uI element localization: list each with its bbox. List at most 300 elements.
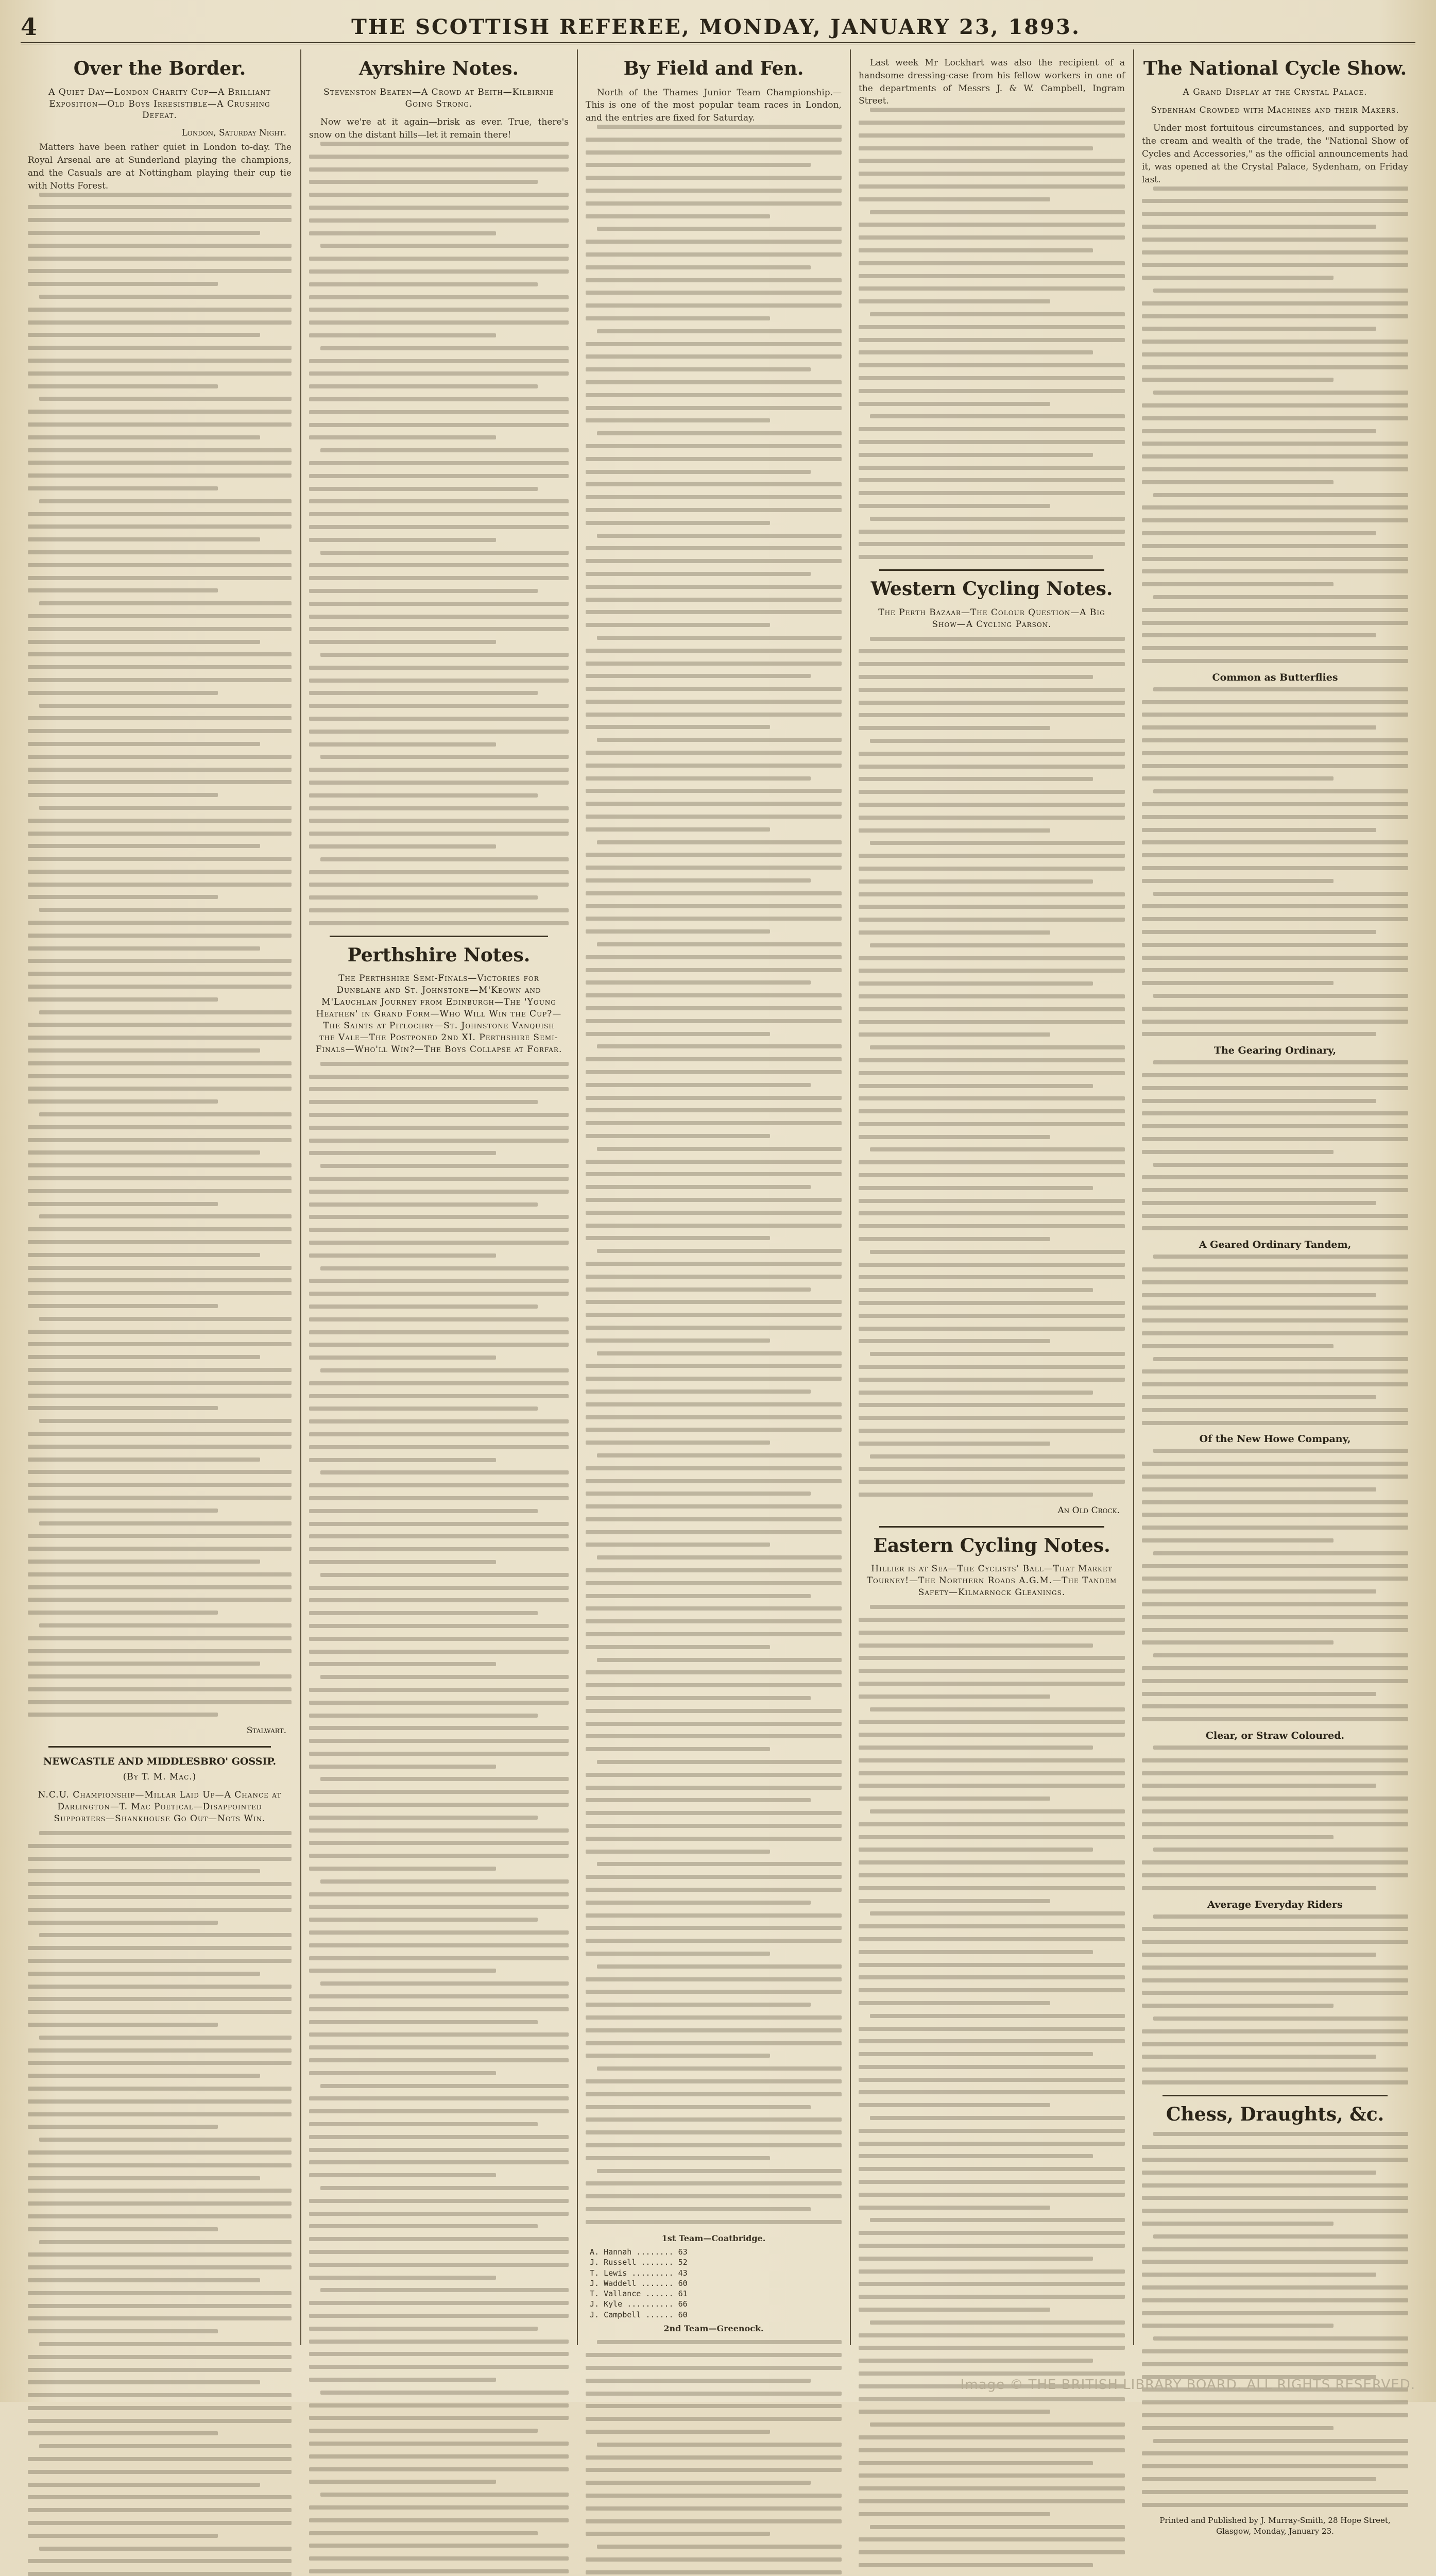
text-line [28,448,292,452]
text-line [309,282,538,286]
article-body [1142,687,1408,1037]
text-line [309,2544,569,2548]
text-line [309,1930,569,1935]
text-line [320,1573,569,1577]
text-line [859,994,1125,998]
text-line [39,2444,292,2448]
text-line [859,286,1125,291]
text-line [859,1682,1125,1686]
text-line [586,418,770,422]
text-line [586,700,842,704]
text-line [28,2150,292,2155]
text-line [859,248,1093,252]
text-line [1142,1175,1408,1179]
text-line [859,930,1050,935]
article-body [1142,1914,1408,2084]
text-line [28,1074,292,1078]
text-line [309,1330,569,1334]
text-line [28,768,292,772]
text-line [1142,1086,1408,1090]
text-line [39,2240,292,2244]
text-line [309,538,496,542]
text-line [28,435,260,439]
text-line [1142,713,1408,717]
text-line [1142,2029,1408,2033]
text-line [1142,646,1408,650]
text-line [309,1304,538,1309]
text-line [1142,917,1408,921]
text-line [859,2473,1125,2478]
text-line [859,2167,1125,2171]
text-line [28,1908,292,1912]
text-line [859,1122,1125,1126]
text-line [586,1952,770,1956]
text-line [1142,2311,1408,2315]
text-line [586,380,842,384]
text-line [309,1739,569,1743]
text-line [309,1650,569,1654]
text-line [320,857,569,861]
text-line [586,1504,842,1509]
text-line [39,193,292,197]
text-line [309,2212,569,2216]
text-line [1142,1188,1408,1192]
text-line [28,1061,292,1065]
text-line [309,206,569,210]
text-line [309,793,538,798]
text-line [28,1266,292,1270]
article-intro: Last week Mr Lockhart was also the recipient of a handsome dressing-case from his fellow workers in one of the departments of Messrs J. & W. Campbell, Ingram Street. [859,57,1125,108]
text-line [859,1173,1125,1177]
text-line [28,1381,292,1385]
article-body [28,193,292,1717]
text-line [320,1675,569,1679]
text-line [28,1882,292,1886]
text-line [859,854,1125,858]
text-line [859,2142,1125,2146]
text-line [1142,1564,1408,1568]
text-line [1153,1357,1408,1361]
text-line [1142,352,1408,357]
text-line [586,1568,842,1572]
text-line [870,1454,1125,1459]
text-line [28,410,292,414]
text-line [309,218,569,223]
text-line [28,1611,218,1615]
text-line [309,2109,569,2113]
article-body [586,125,842,2224]
text-line [859,1988,1125,1992]
text-line [586,1275,842,1279]
text-line [309,602,569,606]
text-line [28,1240,292,1244]
text-line [309,895,538,900]
text-line [320,2391,569,2395]
text-line [28,832,292,836]
text-line [28,1253,260,1257]
text-line [39,1317,292,1321]
result-row: T. Lewis ......... 43 [590,2268,837,2278]
text-line [586,1096,842,1100]
text-line [586,1913,842,1918]
text-line [859,2103,1050,2107]
text-line [28,2572,292,2576]
text-line [859,1733,1125,1737]
text-line [1142,1991,1408,1995]
text-line [859,675,1093,679]
text-line [309,1841,569,1845]
text-line [309,1343,569,1347]
text-line [1142,2413,1408,2417]
text-line [859,1109,1125,1113]
text-line [859,440,1125,444]
text-line [28,231,260,235]
text-line [859,1899,1050,1903]
text-line [1142,569,1408,573]
text-line [859,892,1125,896]
text-line [586,1696,811,1700]
text-line [597,1658,842,1662]
text-line [586,1134,770,1138]
text-line [859,1950,1093,1954]
text-line [859,2448,1125,2452]
text-line [320,244,569,248]
text-line [309,819,569,823]
text-line [28,1713,218,1717]
text-line [28,2457,292,2461]
text-line [859,1339,1050,1343]
text-line [309,512,569,516]
text-line [1142,2183,1408,2188]
text-line [1142,1500,1408,1504]
text-line [39,1112,292,1116]
text-line [28,320,292,325]
text-line [859,2435,1125,2439]
text-line [859,2512,1050,2516]
text-line [586,1492,811,1496]
text-line [28,2368,292,2372]
text-line [320,142,569,146]
text-line [859,1480,1125,1484]
text-line [39,499,292,503]
text-line [1142,1771,1408,1775]
text-line [586,1160,842,1164]
text-line [28,1598,292,1602]
text-line [28,550,292,554]
text-line [859,121,1125,125]
text-line [859,1211,1125,1215]
column-ayrshire-notes [302,52,576,2340]
text-line [859,688,1125,692]
text-line [1142,956,1408,960]
text-line [859,1096,1125,1100]
text-line [1142,840,1408,844]
text-line [28,1176,292,1180]
text-line [1142,1150,1334,1154]
text-line [597,942,842,946]
text-line [309,2314,569,2318]
text-line [309,1113,569,1117]
text-line [309,525,569,529]
text-line [309,320,569,325]
text-line [586,189,842,193]
text-line [859,2397,1125,2401]
text-line [859,1237,1050,1241]
text-line [586,764,842,768]
text-line [859,402,1050,406]
text-line [597,1453,842,1458]
text-line [586,1224,842,1228]
text-line [28,1432,292,1436]
text-line [309,844,496,849]
text-line [859,1784,1125,1788]
text-line [309,1445,569,1449]
text-line [586,2430,770,2434]
text-line [309,704,569,708]
text-line [859,1135,1050,1139]
text-line [320,551,569,555]
text-line [597,1555,842,1560]
text-line [28,1048,260,1053]
text-line [586,1926,842,1930]
text-line [309,1151,496,1155]
text-line [859,2154,1093,2158]
text-line [859,274,1125,278]
text-line [586,2054,770,2058]
section-rule [879,569,1104,571]
text-line [586,2404,842,2408]
text-line [28,2227,218,2231]
text-line [586,1850,770,1854]
text-line [28,1202,218,1206]
text-line [586,1121,842,1125]
text-line [859,1327,1125,1331]
text-line [597,1964,842,1969]
text-line [1142,1538,1334,1543]
text-line [309,487,538,491]
text-line [309,461,569,465]
text-line [586,2417,842,2421]
text-line [859,726,1050,730]
text-line [870,1352,1125,1356]
text-line [309,2237,569,2241]
text-line [597,1760,842,1764]
text-line [586,508,842,512]
text-line [1142,2055,1376,2059]
text-line [28,1330,292,1334]
text-line [309,1317,569,1321]
text-line [859,879,1093,884]
text-line [28,1278,292,1282]
text-line [586,2532,770,2536]
text-line [1153,2016,1408,2021]
text-line [1142,1369,1408,1374]
text-line [28,1099,218,1104]
text-line [309,1803,569,1807]
subhead: Average Everyday Riders [1142,1899,1408,1910]
text-line [309,2416,569,2420]
text-line [309,1279,569,1283]
text-line [859,530,1125,534]
text-line [320,2288,569,2292]
text-line [597,329,842,333]
text-line [586,662,842,666]
text-line [28,524,292,529]
text-line [320,346,569,350]
text-line [859,2180,1125,2184]
text-line [309,679,569,683]
text-line [859,466,1125,470]
text-line [309,2467,569,2471]
text-line [597,2169,842,2173]
text-line [309,2327,538,2331]
text-line [28,1547,292,1551]
text-line [28,2329,218,2333]
text-line [586,2519,842,2523]
signature: An Old Crock. [859,1505,1120,1516]
text-line [859,803,1125,807]
text-line [309,2378,496,2382]
text-line [870,2320,1125,2325]
text-line [309,499,569,503]
text-line [597,2443,842,2447]
text-line [39,1521,292,1526]
text-line [28,1662,260,1666]
article-intro: Under most fortuitous circumstances, and supported by the cream and wealth of the trade, the "National Show of Cycles and Accessories," as the official announcements had it, was opened at the Crystal Palace, Sydenham, on Friday last. [1142,122,1408,186]
text-line [859,790,1125,794]
text-line [1142,2349,1408,2353]
text-line [586,610,842,614]
text-line [870,1045,1125,1049]
text-line [309,1969,496,1973]
text-line [1142,1137,1408,1141]
text-line [586,1977,842,1981]
text-line [1142,2171,1376,2175]
text-line [28,691,218,695]
article-intro: Matters have been rather quiet in London to-day. The Royal Arsenal are at Sunderland playing the champions, and the Casuals are at Nottingham playing their cup tie with Notts Forest. [28,141,292,192]
text-line [28,2483,260,2487]
text-line [1142,621,1408,625]
text-line [39,295,292,299]
article-deck-2: Sydenham Crowded with Machines and their Makers. [1148,105,1402,116]
text-line [870,2422,1125,2427]
text-line [28,1844,292,1848]
text-line [586,546,842,550]
text-line [586,265,811,269]
text-line [1142,1513,1408,1517]
text-line [28,2406,292,2410]
text-line [28,2304,292,2308]
text-line [1142,1073,1408,1077]
text-line [28,308,292,312]
text-line [309,2531,538,2535]
text-line [586,482,842,486]
section-deck: N.C.U. Championship—Millar Laid Up—A Chance at Darlington—T. Mac Poetical—Disappointed Supporters—Shankhouse Go Out—Nots Win. [34,1789,285,1825]
text-line [309,1943,569,1947]
text-line [586,1530,842,1534]
text-line [859,1378,1125,1382]
text-line [309,2071,496,2075]
text-line [1142,1809,1408,1814]
text-line [1142,454,1408,459]
text-line [859,867,1125,871]
article-intro: North of the Thames Junior Team Championship.—This is one of the most popular team races in London, and the entries are fixed for Saturday. [586,87,842,125]
text-line [28,729,292,733]
text-line [309,666,569,670]
text-line [859,2039,1125,2043]
text-line [320,448,569,452]
text-line [1142,1704,1408,1708]
text-line [39,806,292,810]
text-line [859,2346,1125,2350]
text-line [1142,225,1376,229]
text-line [28,2278,260,2282]
text-line [859,1403,1125,1407]
text-line [28,2534,218,2538]
text-line [859,504,1050,508]
results-heading: 1st Team—Coatbridge. [590,2233,837,2244]
text-line [28,2163,292,2167]
text-line [309,2032,569,2037]
text-line [1142,1421,1408,1425]
text-line [28,1368,292,1372]
text-line [309,2518,569,2522]
text-line [1142,2247,1408,2251]
result-row: J. Russell ....... 52 [590,2257,837,2267]
text-line [28,934,292,938]
text-line [1142,2004,1334,2008]
text-line [1142,1344,1334,1348]
text-line [28,1674,292,1679]
text-line [1153,1551,1408,1555]
text-line [586,649,842,653]
text-line [586,2181,842,2185]
text-line [28,1138,292,1142]
text-line [870,841,1125,845]
text-line [1142,2464,1408,2468]
text-line [28,972,292,976]
text-line [320,653,569,657]
text-line [1142,518,1408,522]
text-line [1142,1797,1408,1801]
text-line [1153,595,1408,599]
text-line [309,576,569,580]
text-line [859,969,1125,973]
text-line [586,776,811,781]
text-line [1142,1615,1408,1619]
text-line [859,2333,1125,2337]
text-line [28,1458,260,1462]
section-title: Western Cycling Notes. [859,579,1125,600]
text-line [859,2193,1125,2197]
text-line [586,598,842,602]
text-line [1142,943,1408,947]
text-line [586,1108,842,1112]
text-line [309,2403,569,2408]
text-line [586,1300,842,1304]
text-line [28,2214,292,2218]
text-line [859,1301,1125,1305]
text-line [859,2295,1125,2299]
text-line [309,2020,538,2024]
text-line [28,640,260,644]
text-line [28,793,218,797]
text-line [1153,493,1408,497]
text-line [320,1981,569,1986]
text-line [859,146,1093,150]
text-line [1142,1835,1334,1839]
text-line [28,1585,292,1589]
